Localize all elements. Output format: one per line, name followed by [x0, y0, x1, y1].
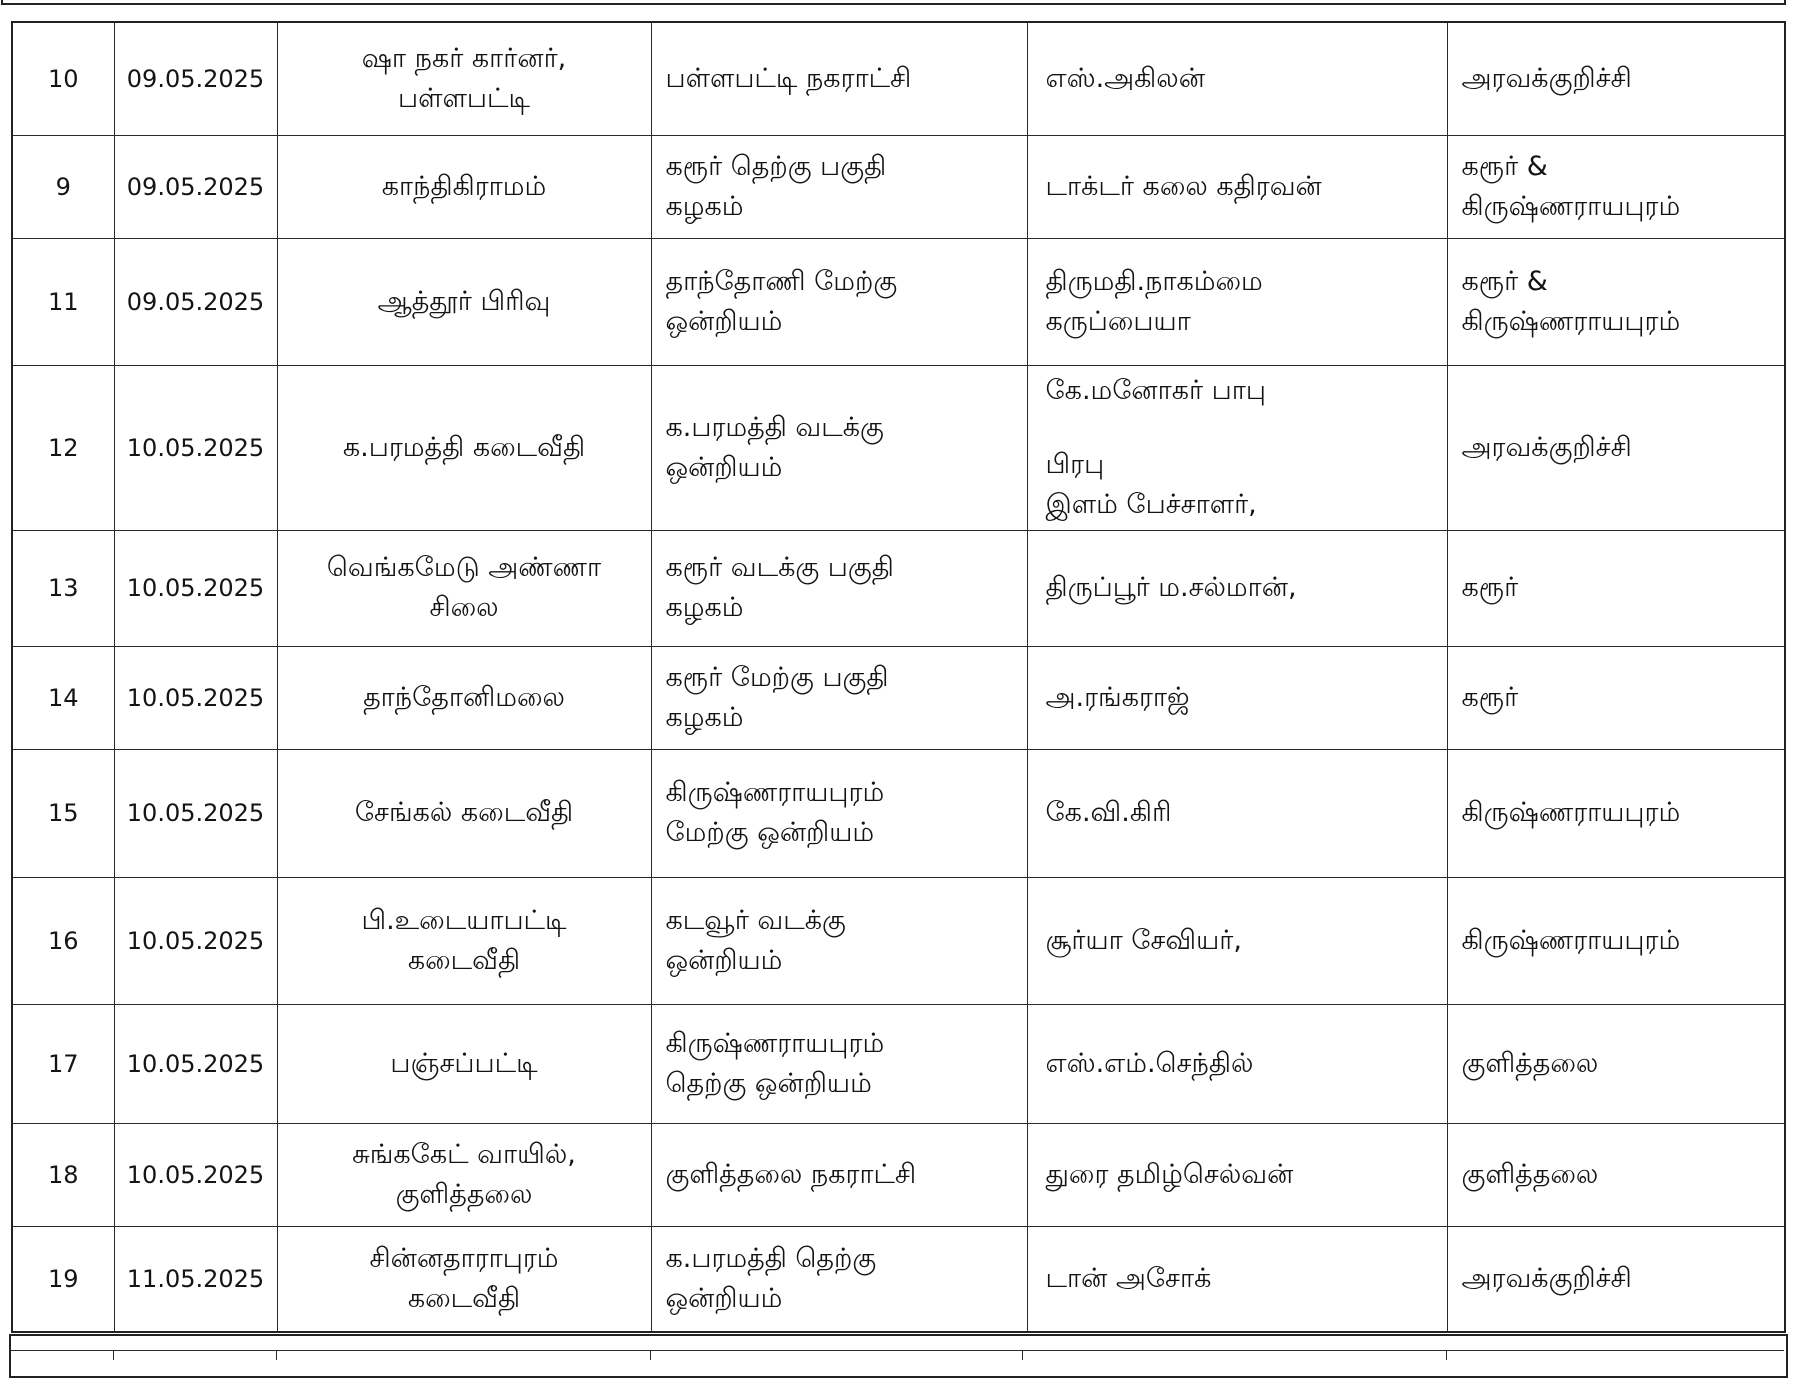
cell-serial-number: [12, 749, 114, 877]
cell-text-line: குளித்தலை: [1461, 1158, 1599, 1190]
cell-constituency: [1447, 530, 1785, 646]
cell-serial-number: [12, 238, 114, 365]
cell-text: 09.05.2025: [126, 64, 265, 93]
cell-text-line: கரூர் மேற்கு பகுதி: [665, 661, 889, 693]
cell-speaker: [1027, 1226, 1447, 1332]
cell-venue: [277, 365, 651, 530]
cell-text-line: சேங்கல் கடைவீதி: [354, 797, 574, 828]
meeting-schedule-table: [11, 21, 1786, 1333]
cell-venue: [277, 135, 651, 238]
cell-text-line: கே.வி.கிரி: [1045, 797, 1172, 828]
cell-date: [114, 22, 277, 135]
cell-constituency: [1447, 135, 1785, 238]
table-row: [12, 646, 1785, 749]
cell-text-line: துரை தமிழ்செல்வன்: [1045, 1158, 1294, 1190]
cell-text-line: கிருஷ்ணராயபுரம்: [1461, 190, 1681, 222]
cell-text-line: பி.உடையாபட்டி: [361, 904, 567, 936]
cell-text: 09.05.2025: [126, 287, 265, 316]
cell-constituency: [1447, 877, 1785, 1004]
cell-text: 10.05.2025: [126, 574, 265, 602]
cell-text-line: பிரபு: [1045, 448, 1105, 480]
cell-constituency: [1447, 1004, 1785, 1123]
cell-text-line: க.பரமத்தி வடக்கு: [665, 411, 884, 443]
cell-organisation-unit: [651, 22, 1027, 135]
cell-text: 16: [47, 926, 79, 955]
cell-text-line: கரூர்: [1461, 681, 1519, 713]
cell-text-line: கிருஷ்ணராயபுரம்: [665, 777, 885, 808]
cell-constituency: [1447, 1226, 1785, 1332]
table-row: [12, 877, 1785, 1004]
cell-constituency: [1447, 646, 1785, 749]
cell-text-line: திருமதி.நாகம்மை: [1045, 265, 1263, 297]
schedule-table-body: [12, 22, 1785, 1332]
cell-serial-number: [12, 1123, 114, 1226]
cell-text: 9: [55, 172, 71, 201]
cell-serial-number: [12, 1226, 114, 1332]
cell-text-line: சுங்ககேட் வாயில்,: [352, 1138, 576, 1170]
table-row: [12, 1123, 1785, 1226]
table-row: [12, 1226, 1785, 1332]
cell-text: 10.05.2025: [126, 1160, 265, 1189]
cell-speaker: [1027, 135, 1447, 238]
cell-text-line: எஸ்.எம்.செந்தில்: [1045, 1047, 1254, 1079]
cell-text-line: அ.ரங்கராஜ்: [1045, 681, 1190, 713]
cell-text-line: டான் அசோக்: [1045, 1262, 1212, 1294]
cell-venue: [277, 749, 651, 877]
cell-text-line: கரூர் வடக்கு பகுதி: [665, 552, 894, 583]
cell-text-line: வெங்கமேடு அண்ணா: [326, 552, 602, 583]
cell-text-line: கரூர்: [1461, 572, 1519, 603]
cell-venue: [277, 1004, 651, 1123]
cell-text: 18: [47, 1160, 79, 1189]
cell-text-line: கழகம்: [665, 190, 744, 222]
cell-text-line: க.பரமத்தி கடைவீதி: [342, 431, 586, 463]
next-table-column-divider: [1446, 1350, 1447, 1360]
cell-text-line: தாந்தோணி மேற்கு: [665, 265, 898, 297]
cell-text-line: குளித்தலை: [1461, 1047, 1599, 1079]
cell-venue: [277, 238, 651, 365]
table-row: [12, 135, 1785, 238]
previous-table-bottom-edge: [1, 0, 1786, 5]
cell-text-line: குளித்தலை நகராட்சி: [665, 1158, 917, 1190]
cell-organisation-unit: [651, 135, 1027, 238]
cell-speaker: [1027, 238, 1447, 365]
cell-organisation-unit: [651, 365, 1027, 530]
table-row: [12, 22, 1785, 135]
cell-text-line: சின்னதாராபுரம்: [369, 1242, 559, 1274]
cell-speaker: [1027, 1123, 1447, 1226]
cell-text-line: காந்திகிராமம்: [381, 170, 547, 202]
cell-text-line: கிருஷ்ணராயபுரம்: [1461, 305, 1681, 337]
cell-text-line: கரூர் &: [1461, 150, 1548, 182]
cell-text-line: க.பரமத்தி தெற்கு: [665, 1242, 877, 1274]
cell-text: 11: [47, 287, 79, 316]
cell-organisation-unit: [651, 646, 1027, 749]
cell-text-line: கரூர் &: [1461, 265, 1548, 297]
cell-date: [114, 135, 277, 238]
next-table-column-divider: [650, 1350, 651, 1360]
cell-text: 09.05.2025: [126, 172, 265, 201]
table-row: [12, 365, 1785, 530]
next-table-column-divider: [276, 1350, 277, 1360]
cell-text: 11.05.2025: [126, 1264, 265, 1293]
table-row: [12, 1004, 1785, 1123]
cell-text-line: ஒன்றியம்: [665, 1282, 783, 1314]
next-table-column-divider: [113, 1350, 114, 1360]
cell-organisation-unit: [651, 1004, 1027, 1123]
cell-speaker: [1027, 877, 1447, 1004]
cell-text: 14: [47, 683, 79, 712]
next-table-column-divider: [1022, 1350, 1023, 1360]
cell-constituency: [1447, 22, 1785, 135]
cell-venue: [277, 646, 651, 749]
cell-text: 10.05.2025: [126, 926, 265, 955]
cell-text-line: கடைவீதி: [407, 1282, 521, 1314]
cell-text-line: தாந்தோனிமலை: [363, 681, 565, 713]
cell-serial-number: [12, 365, 114, 530]
cell-serial-number: [12, 22, 114, 135]
cell-organisation-unit: [651, 877, 1027, 1004]
cell-text-line: சூர்யா சேவியர்,: [1045, 924, 1242, 956]
table-row: [12, 530, 1785, 646]
cell-organisation-unit: [651, 1226, 1027, 1332]
cell-text-line: கருப்பையா: [1045, 305, 1191, 337]
cell-date: [114, 749, 277, 877]
cell-text-line: கே.மனோகர் பாபு: [1045, 374, 1266, 406]
cell-text-line: கிருஷ்ணராயபுரம்: [1461, 924, 1681, 956]
cell-text: 15: [47, 799, 79, 827]
cell-text-line: குளித்தலை: [395, 1178, 533, 1210]
cell-speaker: [1027, 365, 1447, 530]
cell-text-line: கடவூர் வடக்கு: [665, 904, 846, 936]
cell-organisation-unit: [651, 749, 1027, 877]
cell-date: [114, 877, 277, 1004]
cell-speaker: [1027, 749, 1447, 877]
cell-venue: [277, 22, 651, 135]
cell-text-line: திருப்பூர் ம.சல்மான்,: [1045, 572, 1297, 603]
cell-text: 12: [47, 433, 79, 462]
cell-text: 10.05.2025: [126, 433, 265, 462]
cell-speaker: [1027, 646, 1447, 749]
cell-text-line: டாக்டர் கலை கதிரவன்: [1045, 170, 1322, 202]
cell-date: [114, 530, 277, 646]
cell-text: 17: [47, 1049, 79, 1078]
cell-organisation-unit: [651, 1123, 1027, 1226]
cell-constituency: [1447, 365, 1785, 530]
cell-text-line: கழகம்: [665, 701, 744, 733]
cell-date: [114, 238, 277, 365]
cell-text: 10.05.2025: [126, 1049, 265, 1078]
cell-organisation-unit: [651, 238, 1027, 365]
cell-text: 10.05.2025: [126, 683, 265, 712]
cell-date: [114, 1226, 277, 1332]
table-row: [12, 238, 1785, 365]
cell-text-line: சிலை: [429, 592, 499, 623]
cell-venue: [277, 1123, 651, 1226]
cell-constituency: [1447, 1123, 1785, 1226]
cell-text-line: தெற்கு ஒன்றியம்: [665, 1067, 872, 1099]
cell-date: [114, 1004, 277, 1123]
cell-text-line: மேற்கு ஒன்றியம்: [665, 817, 875, 848]
cell-text-line: பள்ளபட்டி நகராட்சி: [665, 62, 912, 94]
cell-text: 10.05.2025: [126, 799, 265, 827]
table-row: [12, 749, 1785, 877]
cell-text-line: கடைவீதி: [407, 944, 521, 976]
cell-text: 19: [47, 1264, 79, 1293]
cell-serial-number: [12, 877, 114, 1004]
cell-text-line: கரூர் தெற்கு பகுதி: [665, 150, 887, 182]
cell-date: [114, 646, 277, 749]
cell-text: 13: [47, 574, 79, 602]
cell-venue: [277, 877, 651, 1004]
cell-date: [114, 365, 277, 530]
cell-text-line: ஒன்றியம்: [665, 451, 783, 483]
cell-organisation-unit: [651, 530, 1027, 646]
cell-text-line: ஒன்றியம்: [665, 944, 783, 976]
cell-serial-number: [12, 646, 114, 749]
cell-text-line: அரவக்குறிச்சி: [1461, 431, 1632, 463]
cell-text-line: கழகம்: [665, 592, 744, 623]
cell-speaker: [1027, 1004, 1447, 1123]
cell-venue: [277, 530, 651, 646]
cell-serial-number: [12, 1004, 114, 1123]
cell-text-line: கிருஷ்ணராயபுரம்: [1461, 797, 1681, 828]
cell-text-line: இளம் பேச்சாளர்,: [1045, 488, 1257, 520]
cell-text-line: பஞ்சப்பட்டி: [390, 1047, 538, 1079]
cell-constituency: [1447, 749, 1785, 877]
cell-text-line: எஸ்.அகிலன்: [1045, 62, 1205, 94]
cell-date: [114, 1123, 277, 1226]
cell-text-line: பள்ளபட்டி: [398, 82, 530, 114]
cell-text: 10: [47, 64, 79, 93]
cell-text-line: ஷா நகர் கார்னர்,: [361, 42, 567, 74]
cell-text-line: கிருஷ்ணராயபுரம்: [665, 1027, 885, 1059]
cell-text-line: ஆத்தூர் பிரிவு: [377, 285, 551, 317]
cell-text-line: அரவக்குறிச்சி: [1461, 62, 1632, 94]
cell-text-line: அரவக்குறிச்சி: [1461, 1262, 1632, 1294]
cell-speaker: [1027, 530, 1447, 646]
cell-text-line: ஒன்றியம்: [665, 305, 783, 337]
cell-serial-number: [12, 135, 114, 238]
cell-serial-number: [12, 530, 114, 646]
cell-constituency: [1447, 238, 1785, 365]
cell-speaker: [1027, 22, 1447, 135]
cell-venue: [277, 1226, 651, 1332]
